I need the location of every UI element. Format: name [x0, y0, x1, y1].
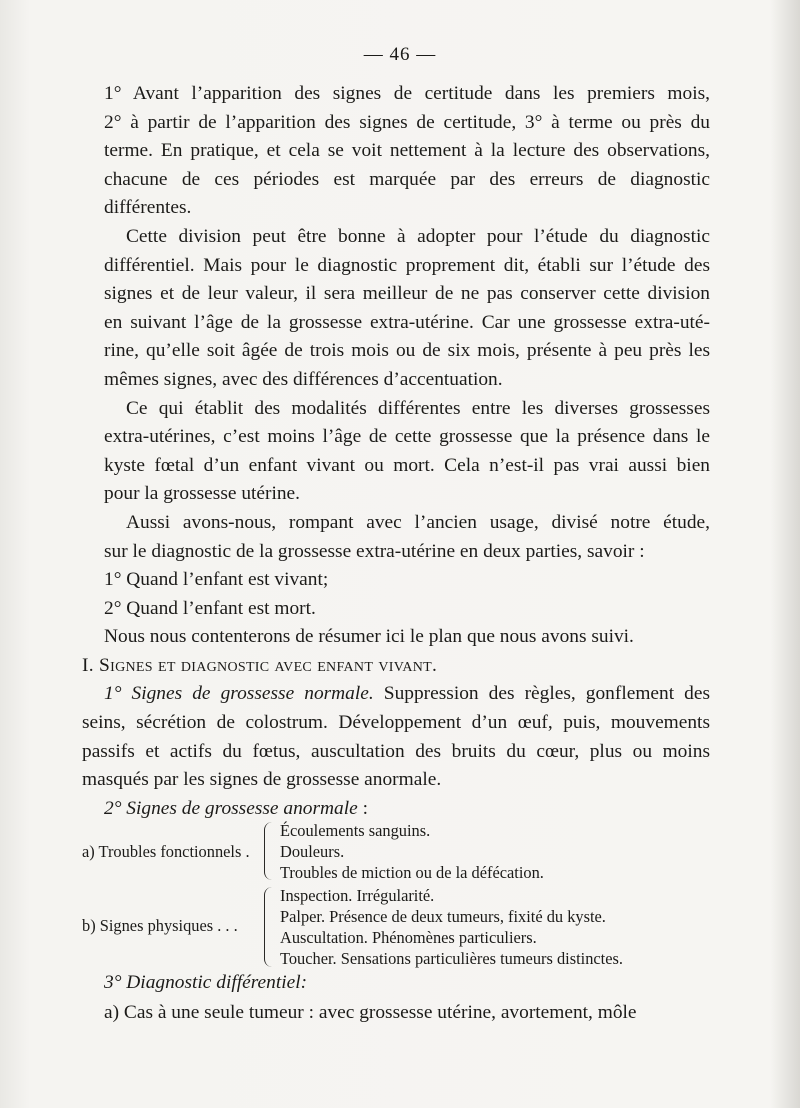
text-line: 2° à partir de l’apparition des signes de certitude, 3° à terme ou près du — [104, 111, 710, 133]
table-item: Douleurs. — [280, 842, 345, 861]
brace-b — [264, 887, 273, 967]
table-item: Toucher. Sensations particulières tumeurs distinctes. — [280, 949, 623, 968]
paragraph-1 — [82, 80, 710, 223]
text-line: sur le diagnostic de la grossesse extra-utérine en deux parties, savoir : — [104, 540, 645, 562]
section-1-title: 1° Signes de grossesse normale. — [104, 683, 374, 705]
text-line: différentes. — [104, 197, 192, 219]
section-heading: I. Signes et diagnostic avec enfant vivant. — [82, 654, 438, 676]
text-line: Suppression des règles, gonflement des — [373, 683, 711, 705]
list-item-2: 2° Quand l’enfant est mort. — [104, 597, 316, 619]
page-number: — 46 — — [363, 44, 437, 65]
colon: : — [357, 797, 368, 819]
table-item: Palper. Présence de deux tumeurs, fixité du kyste. — [280, 907, 606, 926]
text-line: 1° Avant l’apparition des signes de certitude dans les premiers mois, — [104, 83, 710, 104]
group-a-items — [280, 820, 720, 883]
text-line: en suivant l’âge de la grossesse extra-utérine. Car une grossesse extra-uté- — [104, 311, 710, 333]
text-line: mêmes signes, avec des différences d’accentuation. — [104, 368, 503, 390]
text-line: chacune de ces périodes est marquée par des erreurs de diagnostic — [104, 168, 710, 190]
paragraph-2 — [82, 223, 710, 395]
section-2-title: 2° Signes de grossesse anormale — [104, 797, 358, 819]
text-line: Aussi avons-nous, rompant avec l’ancien usage, divisé notre étude, — [126, 511, 710, 533]
group-b-label: b) Signes physiques . . . — [82, 916, 238, 935]
paragraph-4 — [82, 509, 710, 566]
text-line: seins, sécrétion de colostrum. Développement d’un œuf, puis, mouvements — [82, 712, 710, 734]
paragraph-3 — [82, 395, 710, 509]
text-line: masqués par les signes de grossesse anormale. — [82, 769, 442, 791]
text-line: passifs et actifs du fœtus, auscultation des bruits du cœur, plus ou moins — [82, 740, 710, 762]
group-b-items — [280, 885, 720, 969]
text-line: pour la grossesse utérine. — [104, 483, 301, 505]
text-line: kyste fœtal d’un enfant vivant ou mort. Cela n’est-il pas vrai aussi bien — [104, 454, 710, 476]
text-line: signes et de leur valeur, il sera meilleur de ne pas conserver cette division — [104, 283, 710, 305]
text-line: Cette division peut être bonne à adopter pour l’étude du diagnostic — [126, 225, 710, 247]
brace-a — [264, 822, 273, 880]
body-text — [82, 80, 710, 823]
paragraph-5: Nous nous contenterons de résumer ici le plan que nous avons suivi. — [104, 626, 634, 648]
text-line: extra-utérines, c’est moins l’âge de cette grossesse que la présence dans le — [104, 426, 710, 448]
table-item: Troubles de miction ou de la défécation. — [280, 863, 544, 882]
text-line: rine, qu’elle soit âgée de trois mois ou de six mois, présente à peu près les — [104, 340, 710, 362]
text-line: terme. En pratique, et cela se voit nettement à la lecture des observations, — [104, 140, 710, 162]
table-item: Inspection. Irrégularité. — [280, 886, 435, 905]
table-item: Écoulements sanguins. — [280, 821, 431, 840]
group-b — [82, 885, 722, 969]
table-item: Auscultation. Phénomènes particuliers. — [280, 928, 537, 947]
section-3a: a) Cas à une seule tumeur : avec grossesse utérine, avortement, môle — [104, 1002, 637, 1023]
text-line: Ce qui établit des modalités différentes entre les diverses grossesses — [126, 397, 710, 419]
group-a-label: a) Troubles fonctionnels . — [82, 842, 250, 861]
section-3-heading — [82, 968, 710, 998]
section-3-title: 3° Diagnostic différentiel: — [104, 972, 308, 993]
list-item-1: 1° Quand l’enfant est vivant; — [104, 569, 329, 591]
group-a — [82, 820, 722, 883]
section-1 — [82, 680, 710, 794]
final-section — [82, 968, 710, 1028]
signs-table — [82, 820, 722, 969]
text-line: différentiel. Mais pour le diagnostic proprement dit, établi sur l’étude des — [104, 254, 710, 276]
